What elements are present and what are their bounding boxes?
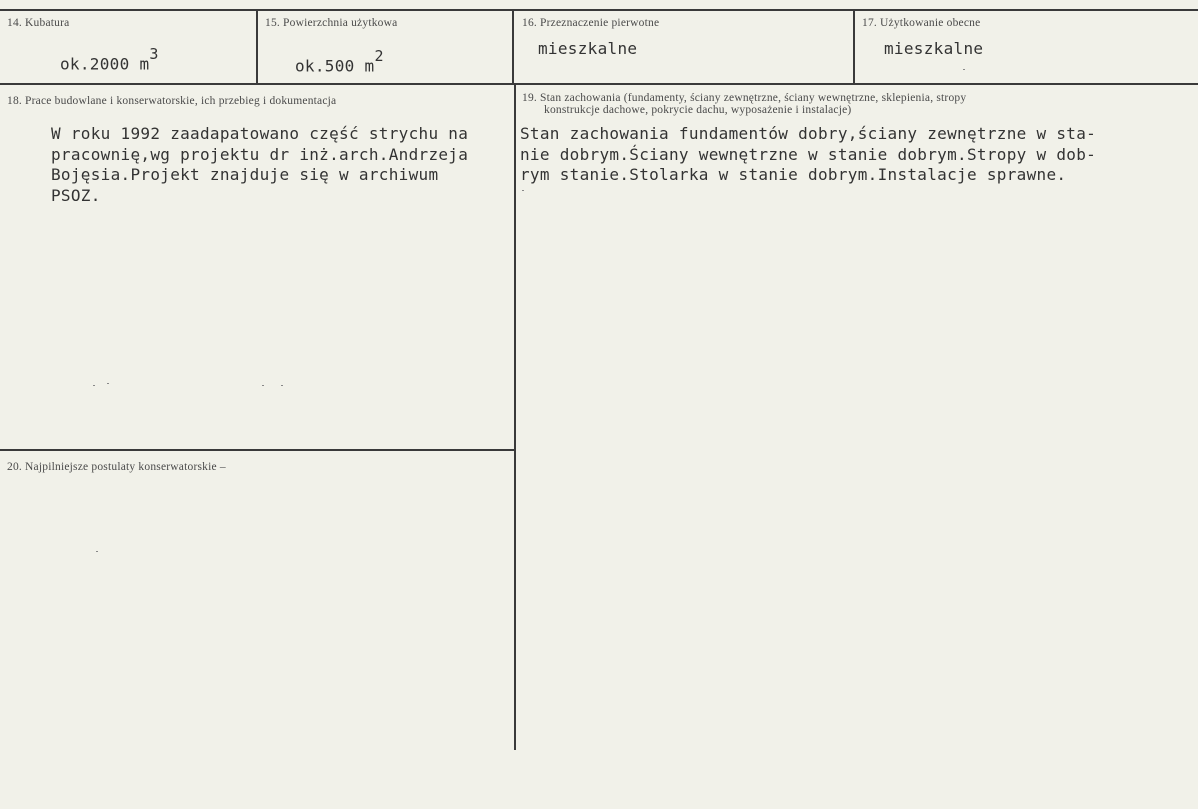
prace-line: W roku 1992 zaadapatowano część strychu na	[51, 124, 469, 143]
uzytkowanie-label: 17. Użytkowanie obecne	[862, 17, 981, 29]
paper-speck	[281, 385, 283, 386]
paper-speck	[262, 385, 264, 386]
prace-line: PSOZ.	[51, 185, 101, 205]
paper-speck	[93, 385, 95, 386]
stan-line: Stan zachowania fundamentów dobry,ściany zewnętrzne w sta-	[520, 124, 1097, 143]
prace-line: Bojęsia.Projekt znajduje się w archiwum	[51, 165, 439, 184]
paper-speck	[96, 551, 98, 552]
prace-line: pracownię,wg projektu dr inż.arch.Andrzeja	[51, 144, 469, 164]
powierzchnia-unit-exponent: 2	[374, 47, 384, 65]
przeznaczenie-label: 16. Przeznaczenie pierwotne	[522, 17, 660, 29]
postulaty-label: 20. Najpilniejsze postulaty konserwatorskie –	[7, 461, 226, 473]
stan-label-line-1: 19. Stan zachowania (fundamenty, ściany zewnętrzne, ściany wewnętrzne, sklepienia, stropy	[522, 92, 967, 104]
top-border	[0, 9, 1198, 11]
powierzchnia-value: ok.500 $m^2$	[295, 47, 384, 76]
section-18-bottom-border	[0, 449, 515, 451]
paper-speck	[107, 383, 109, 384]
header-row-bottom-border	[0, 83, 1198, 85]
divider-15-16	[512, 9, 514, 85]
divider-16-17	[853, 9, 855, 85]
divider-14-15	[256, 9, 258, 85]
przeznaczenie-value: mieszkalne	[538, 39, 638, 58]
stan-line: rym stanie.Stolarka w stanie dobrym.Instalacje sprawne.	[520, 165, 1067, 184]
prace-label: 18. Prace budowlane i konserwatorskie, ich przebieg i dokumentacja	[7, 95, 337, 107]
paper-speck	[522, 190, 524, 191]
paper-speck	[963, 69, 965, 70]
kubatura-value: ok.2000 $m^3$	[60, 45, 159, 74]
uzytkowanie-value: mieszkalne	[884, 39, 984, 58]
stan-line: nie dobrym.Ściany wewnętrzne w stanie dobrym.Stropy w dob-	[520, 144, 1097, 164]
kubatura-label: 14. Kubatura	[7, 17, 70, 29]
prace-text	[51, 124, 468, 206]
divider-left-right	[514, 84, 516, 750]
powierzchnia-label: 15. Powierzchnia użytkowa	[265, 17, 398, 29]
kubatura-unit-exponent: 3	[149, 45, 159, 63]
stan-label-line-2: konstrukcje dachowe, pokrycie dachu, wyposażenie i instalacje)	[544, 104, 852, 116]
stan-text	[520, 124, 1096, 186]
